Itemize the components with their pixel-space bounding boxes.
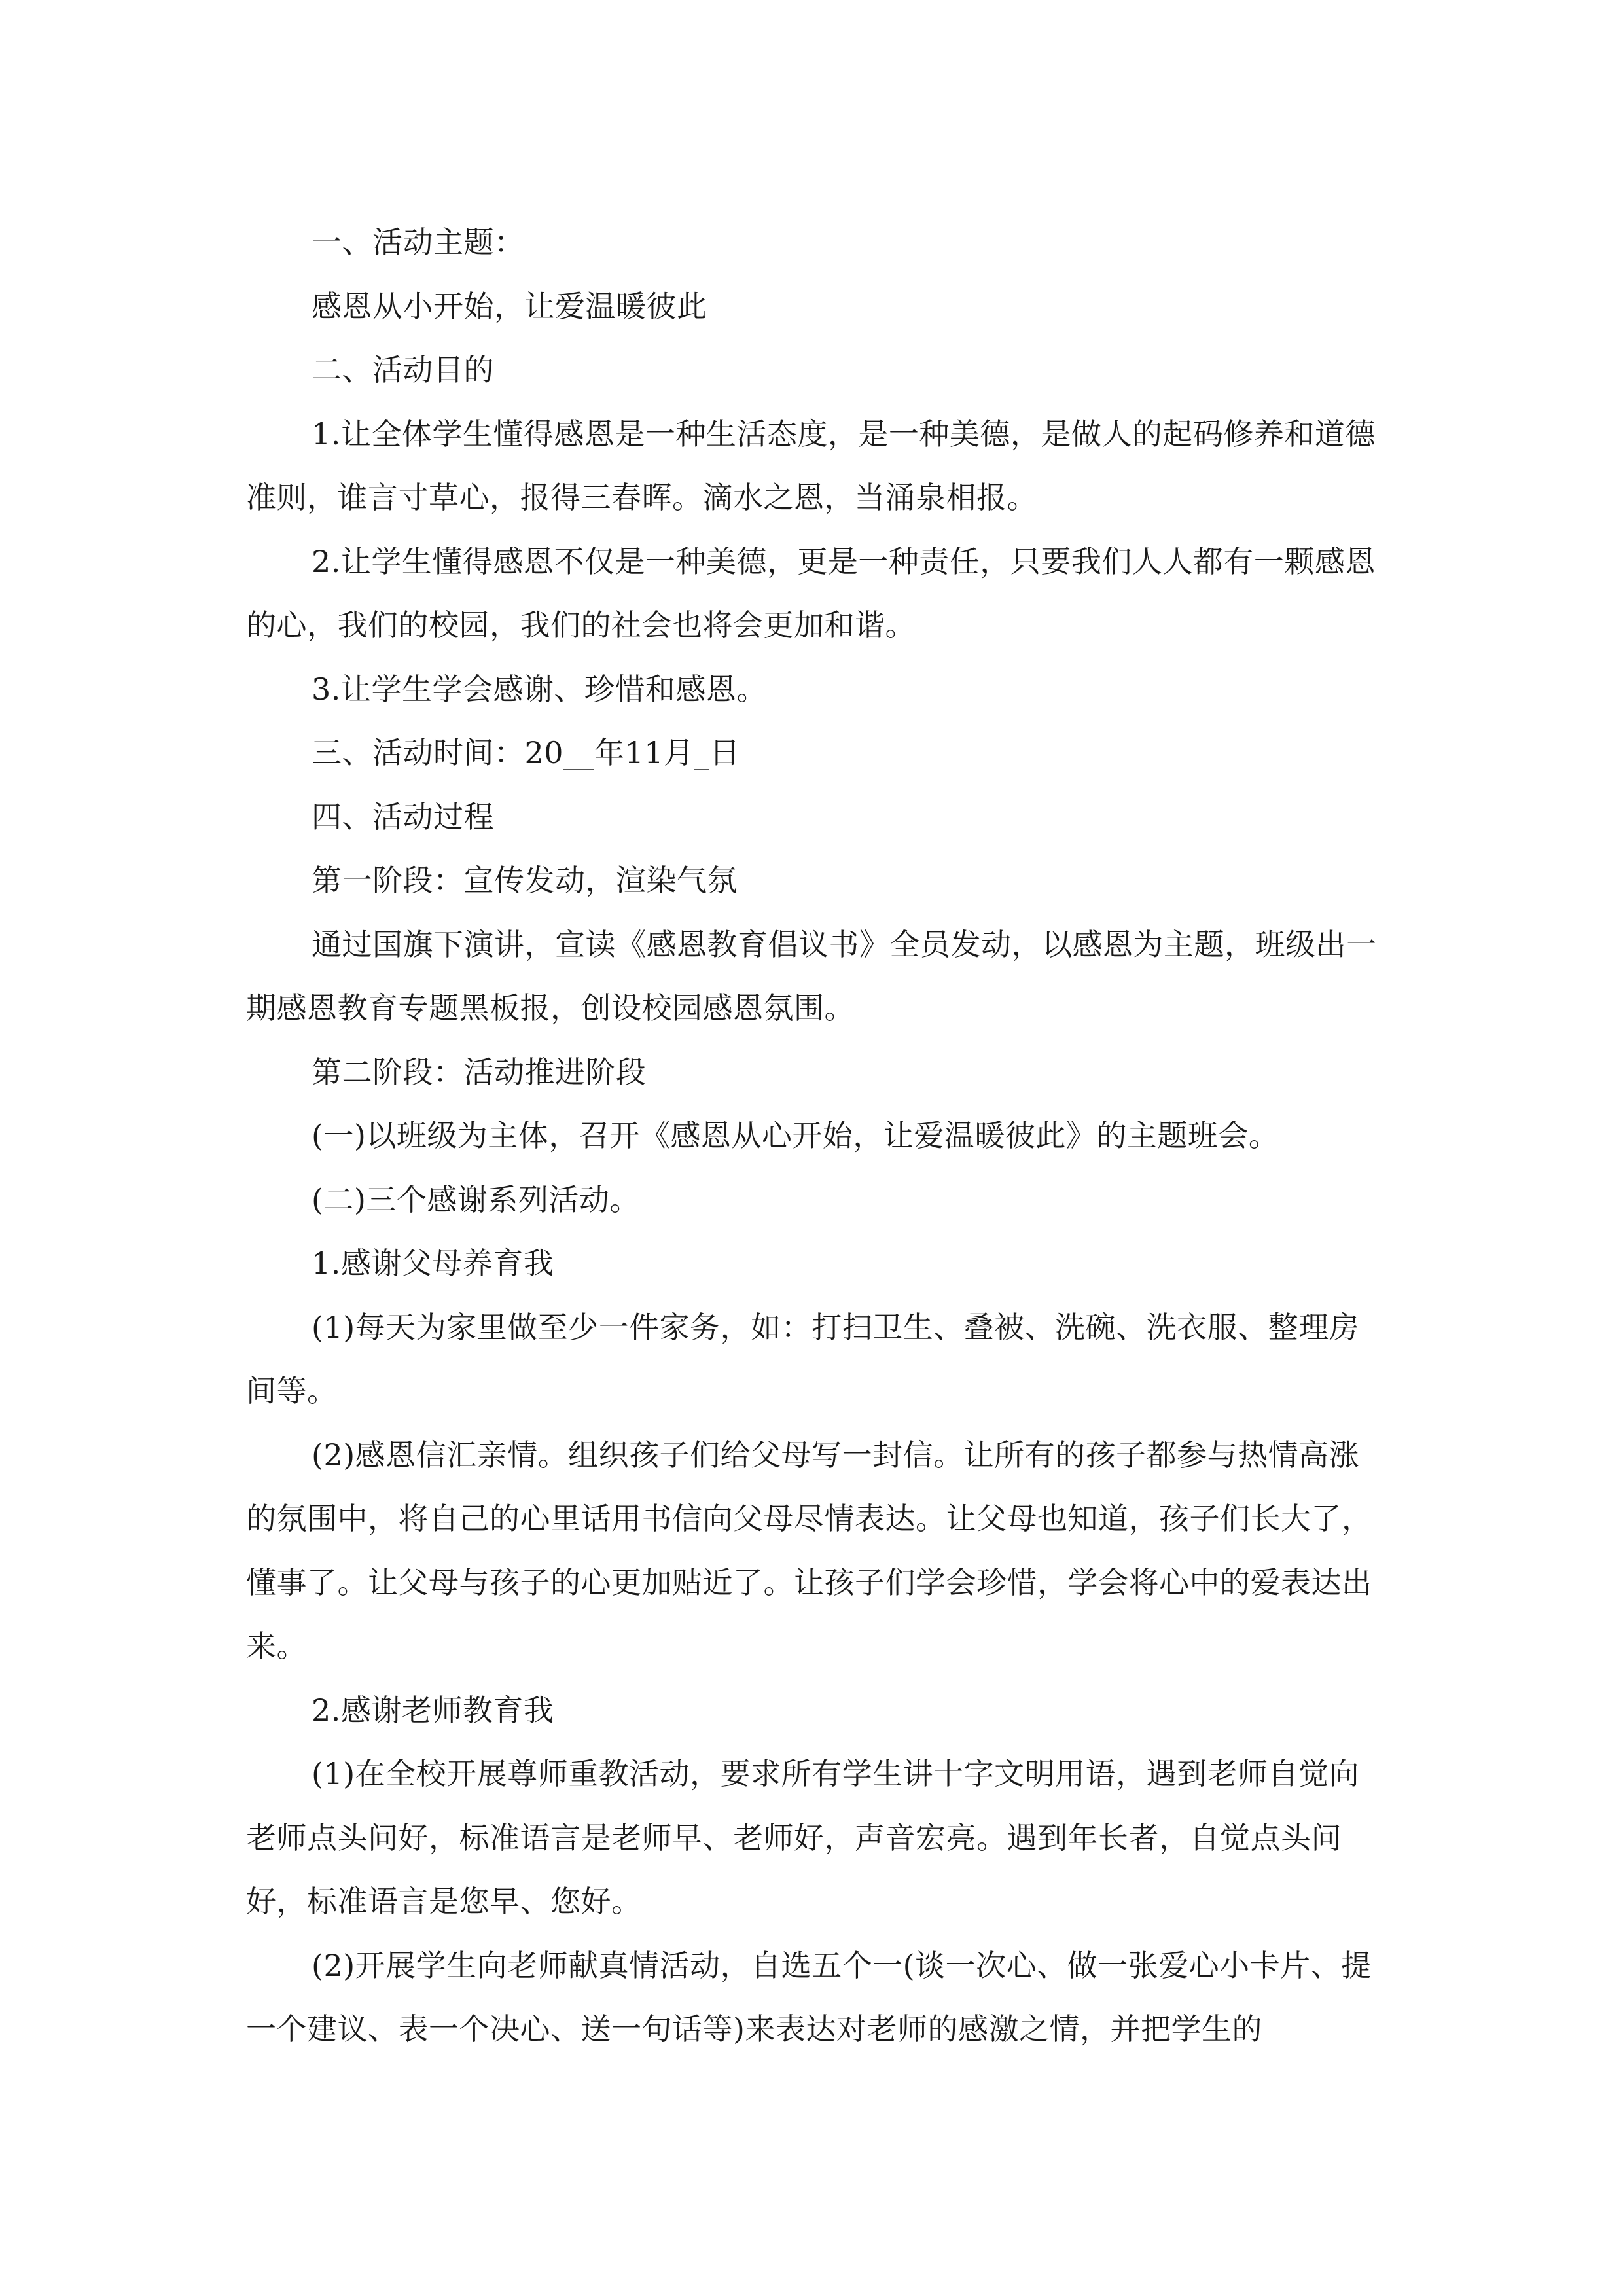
thanks-teachers-item-2: (2)开展学生向老师献真情活动，自选五个一(谈一次心、做一张爱心小卡片、提一个建议、表一个决心、送一句话等)来表达对老师的感激之情，并把学生的 [246, 1947, 1372, 2047]
heading-activity-process: 四、活动过程 [312, 798, 494, 834]
stage-1-heading: 第一阶段：宣传发动，渲染气氛 [312, 863, 738, 898]
document-body [246, 211, 1378, 2062]
stage-2-heading: 第二阶段：活动推进阶段 [312, 1054, 647, 1090]
thanks-teachers-item-1: (1)在全校开展尊师重教活动，要求所有学生讲十字文明用语，遇到老师自觉向老师点头问好，标准语言是老师早、老师好，声音宏亮。遇到年长者，自觉点头问好，标准语言是您早、您好。 [246, 1756, 1360, 1919]
purpose-item-2: 2.让学生懂得感恩不仅是一种美德，更是一种责任，只要我们人人都有一颗感恩的心，我们的校园，我们的社会也将会更加和谐。 [246, 543, 1376, 643]
heading-activity-purpose: 二、活动目的 [312, 352, 494, 387]
purpose-item-1: 1.让全体学生懂得感恩是一种生活态度，是一种美德，是做人的起码修养和道德准则，谁言寸草心，报得三春晖。滴水之恩，当涌泉相报。 [246, 416, 1376, 515]
stage-2-item-1: (一)以班级为主体，召开《感恩从心开始，让爱温暖彼此》的主题班会。 [312, 1118, 1279, 1153]
thanks-parents-item-1: (1)每天为家里做至少一件家务，如：打扫卫生、叠被、洗碗、洗衣服、整理房间等。 [246, 1309, 1360, 1408]
heading-activity-time: 三、活动时间：20__年11月_日 [312, 735, 740, 770]
stage-2-item-2: (二)三个感谢系列活动。 [312, 1181, 640, 1217]
thanks-parents-heading: 1.感谢父母养育我 [312, 1246, 554, 1281]
stage-1-text: 通过国旗下演讲，宣读《感恩教育倡议书》全员发动，以感恩为主题，班级出一期感恩教育专题黑板报，创设校园感恩氛围。 [246, 926, 1377, 1026]
activity-theme-text: 感恩从小开始，让爱温暖彼此 [312, 288, 707, 324]
thanks-teachers-heading: 2.感谢老师教育我 [312, 1692, 554, 1728]
thanks-parents-item-2: (2)感恩信汇亲情。组织孩子们给父母写一封信。让所有的孩子都参与热情高涨的氛围中，将自己的心里话用书信向父母尽情表达。让父母也知道，孩子们长大了，懂事了。让父母与孩子的心更加贴近了。让孩子们学会珍惜，学会将心中的爱表达出来。 [246, 1437, 1372, 1664]
heading-activity-theme: 一、活动主题： [312, 224, 525, 260]
purpose-item-3: 3.让学生学会感谢、珍惜和感恩。 [312, 671, 767, 707]
